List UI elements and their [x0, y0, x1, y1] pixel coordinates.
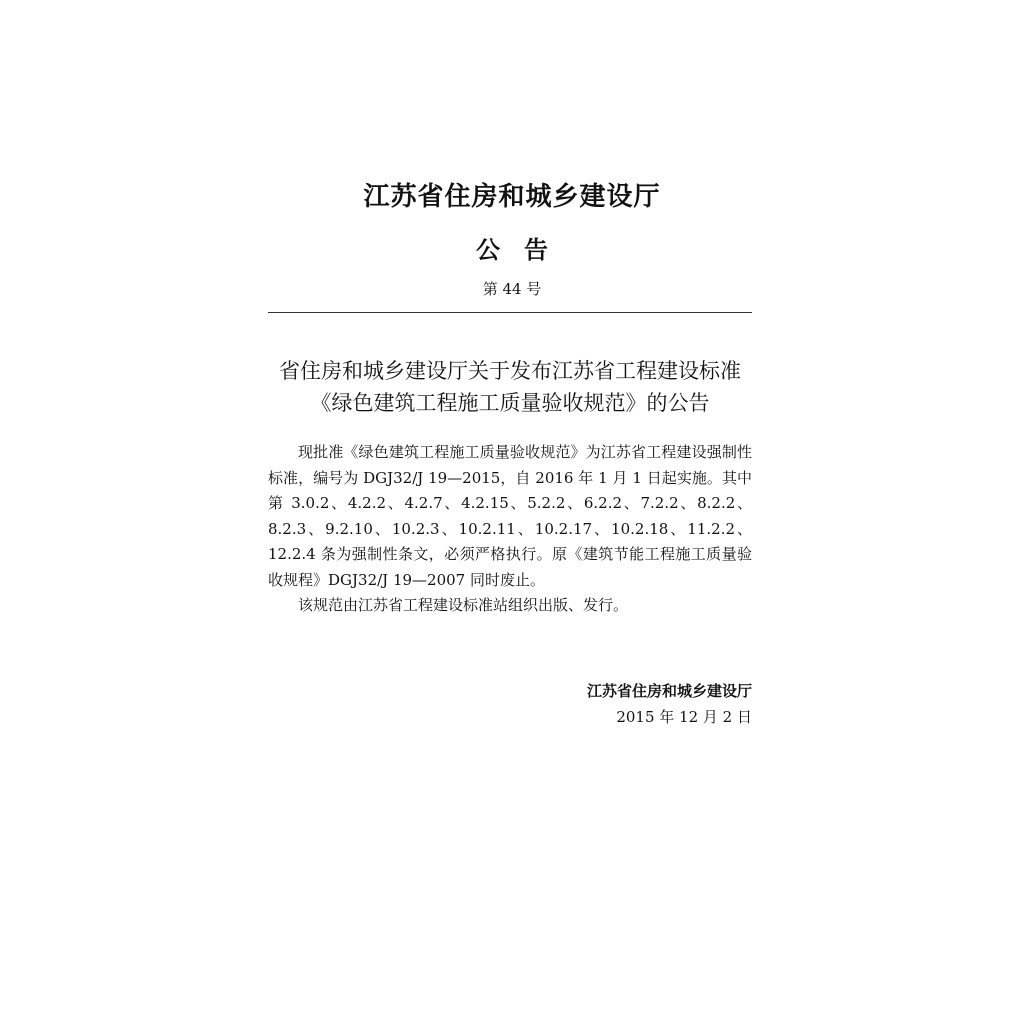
heading-line-1: 省住房和城乡建设厅关于发布江苏省工程建设标准 — [279, 359, 741, 383]
body-paragraph-2: 该规范由江苏省工程建设标准站组织出版、发行。 — [298, 596, 629, 614]
announcement-heading — [250, 355, 770, 419]
signature-organization: 江苏省住房和城乡建设厅 — [586, 682, 752, 700]
signature-block — [500, 678, 752, 730]
body-paragraph-1: 现批准《绿色建筑工程施工质量验收规范》为江苏省工程建设强制性标准，编号为 DGJ32/J 19—2015，自 2016 年 1 月 1 日起实施。其中第 3.0.2、4.2.2、4.2.7、4.2.15、5.2.2、6.2.2、7.2.2、8.2.2、8.2.3、9.2.10、10.2.3、10.2.11、10.2.17、10.2.18、11.2.2、12.2.4 条为强制性条文，必须严格执行。原《建筑节能工程施工质量验收规程》DGJ32/J 19—2007 同时废止。 — [268, 443, 752, 589]
notice-title: 公告 — [476, 236, 572, 264]
heading-line-2: 《绿色建筑工程施工质量验收规范》的公告 — [310, 391, 710, 415]
signature-date: 2015 年 12 月 2 日 — [616, 708, 752, 726]
header-divider — [268, 312, 752, 313]
issuer-title: 江苏省住房和城乡建设厅 — [363, 182, 661, 212]
notice-number: 第 44 号 — [482, 280, 542, 298]
announcement-body — [268, 440, 752, 619]
